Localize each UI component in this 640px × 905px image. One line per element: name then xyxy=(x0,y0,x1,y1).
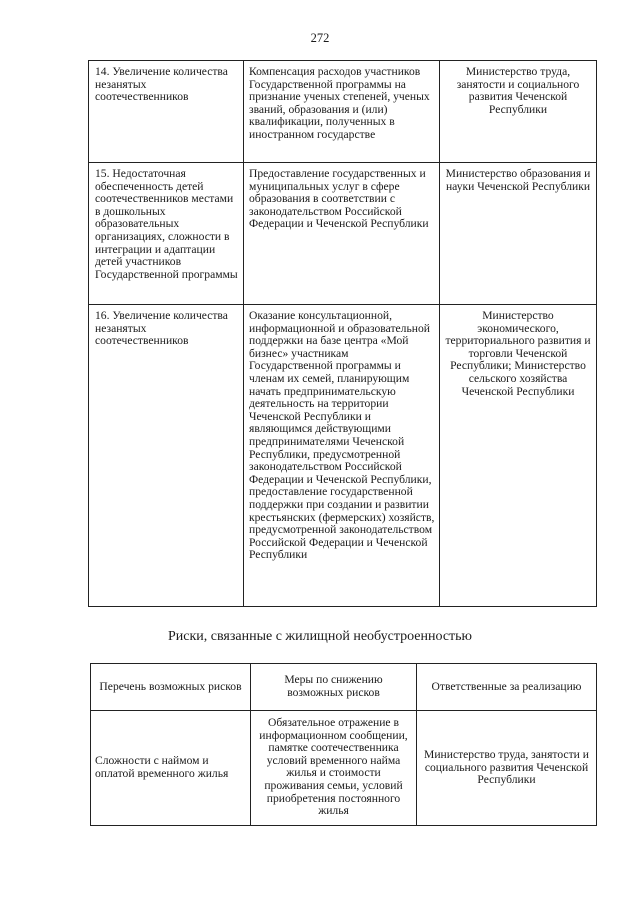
table-row xyxy=(89,61,597,163)
measures-cell: Компенсация расходов участников Государственной программы на признание ученых степеней, ученых званий, образования и (или) квалификации, полученных в иностранном государстве xyxy=(244,61,440,163)
section-title: Риски, связанные с жилищной необустроенностью xyxy=(167,629,473,644)
risk-cell: Сложности с наймом и оплатой временного жилья xyxy=(91,711,251,826)
measures-cell: Предоставление государственных и муниципальных услуг в сфере образования в соответствии с законодательством Российской Федерации и Чеченской Республики xyxy=(244,163,440,305)
table-row xyxy=(89,305,597,607)
responsible-cell: Министерство труда, занятости и социального развития Чеченской Республики xyxy=(440,61,597,163)
risk-cell: 16. Увеличение количества незанятых соотечественников xyxy=(89,305,244,607)
measures-cell: Оказание консультационной, информационной и образовательной поддержки на базе центра «Мой бизнес» участникам Государственной программы и членам их семей, планирующим начать предпринимательскую деятельность на территории Чеченской Республики и являющимся действующими предпринимателями Чеченской Республики, предусмотренной законодательством Российской Федерации и Чеченской Республики, предоставление государственной поддержки при создании и развитии крестьянских (фермерских) хозяйств, предусмотренной законодательством Российской Федерации и Чеченской Республики xyxy=(244,305,440,607)
measures-cell: Обязательное отражение в информационном сообщении, памятке соотечественника условий временного найма жилья и стоимости проживания семьи, условий приобретения постоянного жилья xyxy=(251,711,417,826)
table-header-row xyxy=(91,664,597,711)
responsible-cell: Министерство образования и науки Чеченской Республики xyxy=(440,163,597,305)
table-row xyxy=(91,711,597,826)
housing-risks-table xyxy=(90,663,597,826)
responsible-cell: Министерство труда, занятости и социального развития Чеченской Республики xyxy=(417,711,597,826)
risk-cell: 15. Недостаточная обеспеченность детей соотечественников местами в дошкольных образовательных организациях, сложности в интеграции и адаптации детей участников Государственной программы xyxy=(89,163,244,305)
table-row xyxy=(89,163,597,305)
header-risks: Перечень возможных рисков xyxy=(91,664,251,711)
header-measures: Меры по снижению возможных рисков xyxy=(251,664,417,711)
risk-cell: 14. Увеличение количества незанятых соотечественников xyxy=(89,61,244,163)
risks-table-continued xyxy=(88,60,597,607)
page-number: 272 xyxy=(310,31,330,45)
responsible-cell: Министерство экономического, территориального развития и торговли Чеченской Республики; Министерство сельского хозяйства Чеченской Республики xyxy=(440,305,597,607)
header-responsible: Ответственные за реализацию xyxy=(417,664,597,711)
